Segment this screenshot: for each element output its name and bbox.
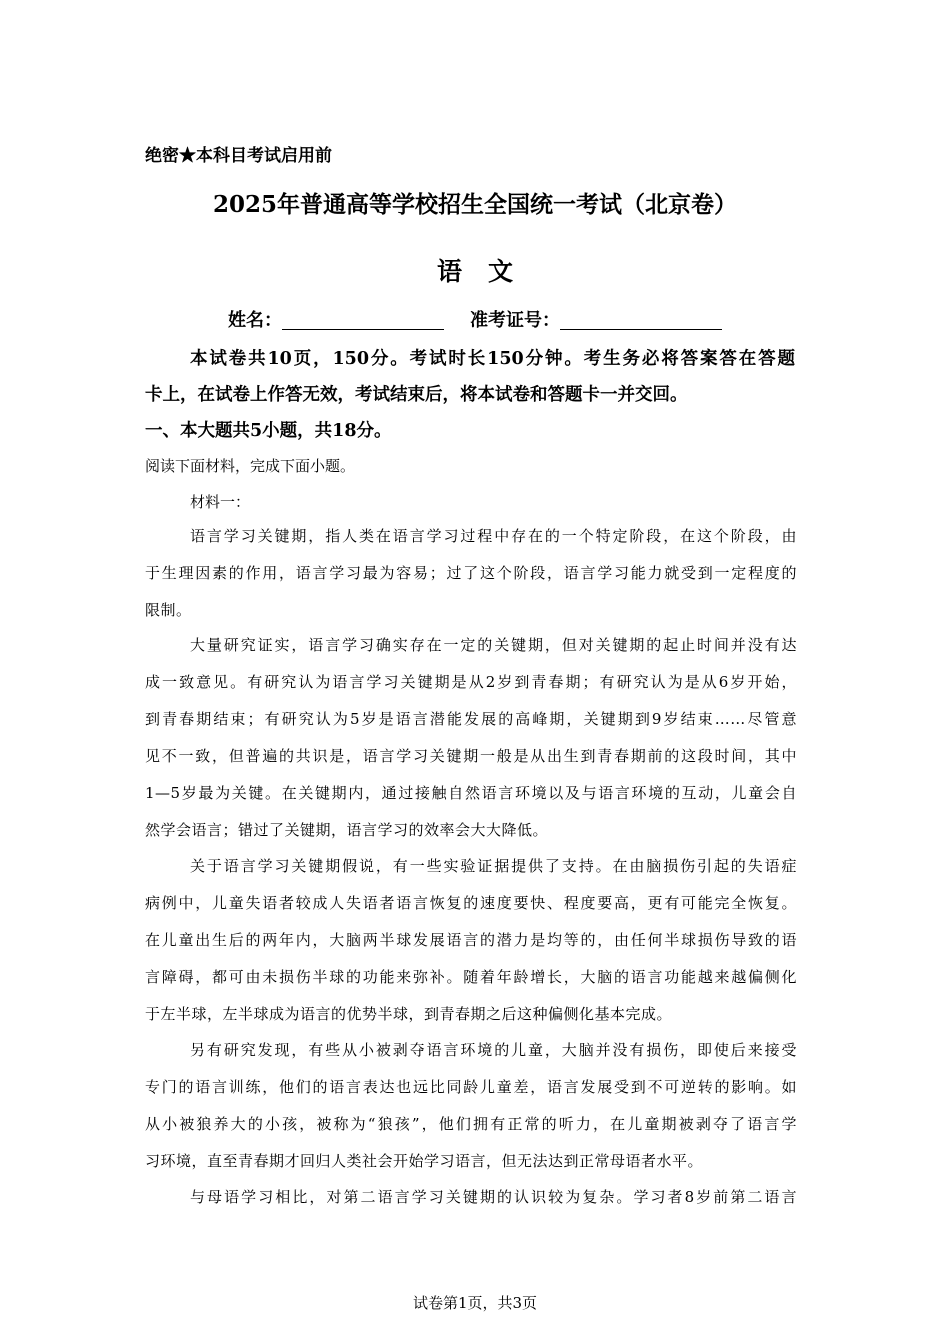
id-label: 准考证号：: [470, 310, 560, 331]
section-heading: 一、本大题共5小题，共18分。: [145, 421, 392, 441]
passage-line: 然学会语言；错过了关键期，语言学习的效率会大大降低。: [145, 821, 549, 839]
passage-line: 语言学习关键期，指人类在语言学习过程中存在的一个特定阶段，在这个阶段，由: [190, 527, 797, 545]
passage-line: 与母语学习相比，对第二语言学习关键期的认识较为复杂。学习者8岁前第二语言: [190, 1188, 797, 1206]
passage-line: 限制。: [145, 601, 192, 619]
passage-line: 在儿童出生后的两年内，大脑两半球发展语言的潜力是均等的，由任何半球损伤导致的语: [145, 931, 797, 949]
reading-intro: 阅读下面材料，完成下面小题。: [145, 457, 356, 475]
instructions-line-2: 卡上，在试卷上作答无效，考试结束后，将本试卷和答题卡一并交回。: [145, 385, 688, 405]
name-label: 姓名：: [228, 310, 282, 331]
passage-line: 大量研究证实，语言学习确实存在一定的关键期，但对关键期的起止时间并没有达: [190, 636, 797, 654]
passage-line: 关于语言学习关键期假说，有一些实验证据提供了支持。在由脑损伤引起的失语症: [190, 857, 797, 875]
instructions-line-1: 本试卷共10页，150分。考试时长150分钟。考生务必将答案答在答题: [190, 349, 795, 369]
material-label: 材料一：: [190, 493, 251, 511]
passage-line: 从小被狼养大的小孩，被称为“狼孩”，他们拥有正常的听力，在儿童期被剥夺了语言学: [145, 1115, 797, 1133]
id-blank[interactable]: [560, 311, 722, 330]
passage-line: 病例中，儿童失语者较成人失语者语言恢复的速度要快、程度要高，更有可能完全恢复。: [145, 894, 797, 912]
confidential-label: 绝密★本科目考试启用前: [145, 146, 332, 166]
candidate-info: [0, 306, 950, 332]
passage-line: 习环境，直至青春期才回归人类社会开始学习语言，但无法达到正常母语者水平。: [145, 1152, 704, 1170]
passage-line: 成一致意见。有研究认为语言学习关键期是从2岁到青春期；有研究认为是从6岁开始，: [145, 673, 797, 691]
passage-line: 到青春期结束；有研究认为5岁是语言潜能发展的高峰期，关键期到9岁结束……尽管意: [145, 710, 797, 728]
passage-line: 专门的语言训练，他们的语言表达也远比同龄儿童差，语言发展受到不可逆转的影响。如: [145, 1078, 797, 1096]
page-footer: 试卷第1页，共3页: [412, 1294, 538, 1312]
passage-line: 于生理因素的作用，语言学习最为容易；过了这个阶段，语言学习能力就受到一定程度的: [145, 564, 797, 582]
passage-line: 另有研究发现，有些从小被剥夺语言环境的儿童，大脑并没有损伤，即使后来接受: [190, 1041, 797, 1059]
exam-title: 2025年普通高等学校招生全国统一考试（北京卷）: [212, 191, 737, 218]
passage-line: 于左半球，左半球成为语言的优势半球，到青春期之后这种偏侧化基本完成。: [145, 1005, 673, 1023]
subject-title: 语文: [436, 257, 539, 286]
passage-line: 1—5岁最为关键。在关键期内，通过接触自然语言环境以及与语言环境的互动，儿童会自: [145, 784, 797, 802]
passage-line: 言障碍，都可由未损伤半球的功能来弥补。随着年龄增长，大脑的语言功能越来越偏侧化: [145, 968, 797, 986]
name-blank[interactable]: [282, 311, 444, 330]
passage-line: 见不一致，但普遍的共识是，语言学习关键期一般是从出生到青春期前的这段时间，其中: [145, 747, 797, 765]
